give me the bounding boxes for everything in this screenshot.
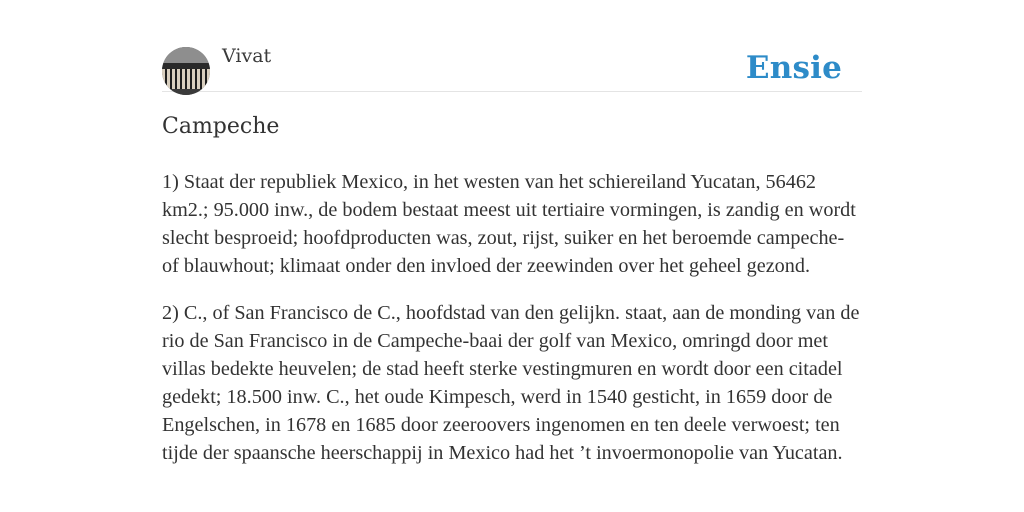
author-name[interactable]: Vivat (222, 45, 272, 67)
header (162, 0, 862, 92)
avatar-image-icon (162, 47, 210, 95)
paragraph-2: 2) C., of San Francisco de C., hoofdstad van den gelijkn. staat, aan de monding van de rio de San Francisco in de Campeche-baai der golf van Mexico, omringd door met villas bedekte heuvelen; de stad heeft sterke vestingmuren en wordt door een citadel gedekt; 18.500 inw. C., het oude Kimpesch, werd in 1540 gesticht, in 1659 door de Engelschen, in 1678 en 1685 door zeeroovers ingenomen en ten deele verwoest; ten tijde der spaansche heerschappij in Mexico had het ’t invoermonopolie van Yucatan. (162, 302, 860, 464)
paragraph-1: 1) Staat der republiek Mexico, in het westen van het schiereiland Yucatan, 56462 km2.; 95.000 inw., de bodem bestaat meest uit tertiaire vormingen, is zandig en wordt slecht besproeid; hoofdproducten was, zout, rijst, suiker en het beroemde campeche- of blauwhout; klimaat onder den invloed der zeewinden over het geheel gezond. (162, 171, 856, 277)
ensie-logo[interactable]: Ensie (745, 50, 842, 86)
article-body (162, 168, 866, 486)
avatar[interactable] (162, 47, 210, 95)
article-title: Campeche (162, 114, 280, 139)
content-column (162, 0, 862, 464)
